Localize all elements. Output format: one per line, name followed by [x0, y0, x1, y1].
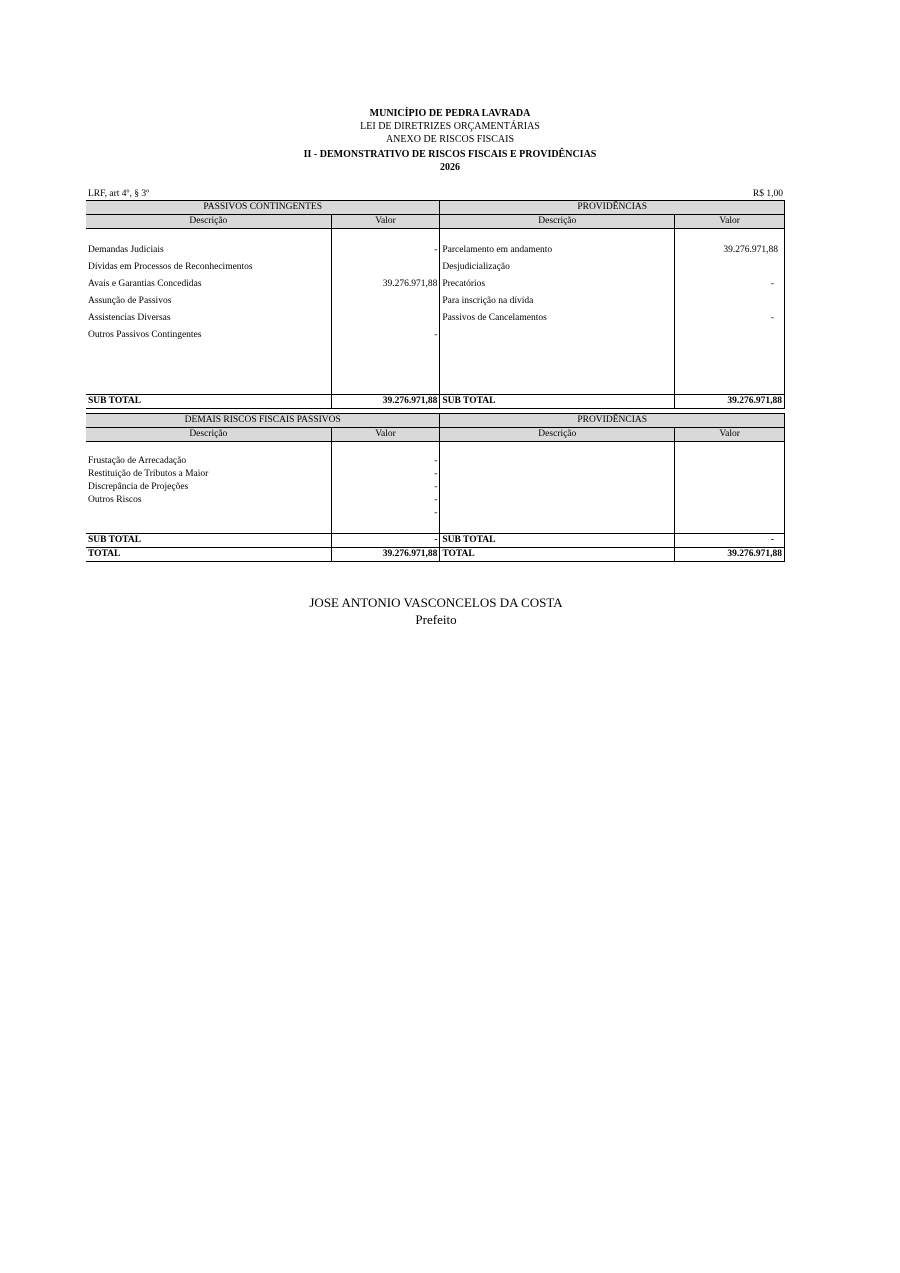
section-title: PASSIVOS CONTINGENTES [86, 201, 440, 215]
ano-label: 2026 [440, 162, 460, 173]
lei-title: LEI DE DIRETRIZES ORÇAMENTÁRIAS [360, 121, 540, 132]
total-row [86, 548, 785, 562]
subtotal-value: - [331, 534, 440, 548]
municipio-title: MUNICÍPIO DE PEDRA LAVRADA [369, 108, 531, 119]
column-header: Descrição [440, 215, 675, 229]
column-header: Valor [331, 428, 440, 442]
table-row: Outros Riscos - [86, 494, 785, 507]
table-row: Dívidas em Processos de Reconhecimentos Desjudicialização [86, 259, 785, 276]
subtotal-value: - [675, 534, 785, 548]
subtotal-row [86, 394, 785, 408]
subtotal-label: SUB TOTAL [440, 534, 675, 548]
passivos-contingentes-table [86, 200, 785, 409]
demonstrativo-title: II - DEMONSTRATIVO DE RISCOS FISCAIS E PROVIDÊNCIAS [303, 149, 597, 160]
spacer-row [86, 229, 785, 243]
currency-unit: R$ 1,00 [752, 189, 783, 199]
anexo-title: ANEXO DE RISCOS FISCAIS [385, 134, 515, 145]
spacer-row [86, 520, 785, 534]
section-title: PROVIDÊNCIAS [440, 201, 785, 215]
table-row: Outros Passivos Contingentes - [86, 327, 785, 344]
section-title: PROVIDÊNCIAS [440, 414, 785, 428]
spacer-row [86, 442, 785, 456]
subtotal-label: SUB TOTAL [86, 394, 331, 408]
total-value: 39.276.971,88 [331, 548, 440, 562]
subtotal-label: SUB TOTAL [86, 534, 331, 548]
table-row: Assistencias Diversas Passivos de Cancelamentos - [86, 310, 785, 327]
table-row: Frustação de Arrecadação - [86, 455, 785, 468]
column-header-row [86, 428, 785, 442]
signature-name: JOSE ANTONIO VASCONCELOS DA COSTA [309, 595, 563, 610]
total-label: TOTAL [86, 548, 331, 562]
column-header: Descrição [440, 428, 675, 442]
section-title: DEMAIS RISCOS FISCAIS PASSIVOS [86, 414, 440, 428]
table-row: - [86, 507, 785, 520]
subtotal-row [86, 534, 785, 548]
subtotal-label: SUB TOTAL [440, 394, 675, 408]
column-header: Descrição [86, 428, 331, 442]
signature-role: Prefeito [415, 612, 457, 627]
table-row: Demandas Judiciais - Parcelamento em andamento 39.276.971,88 [86, 242, 785, 259]
column-header: Descrição [86, 215, 331, 229]
demais-riscos-table [86, 413, 785, 562]
spacer-row [86, 344, 785, 394]
table-row: Avais e Garantias Concedidas 39.276.971,88 Precatórios - [86, 276, 785, 293]
column-header: Valor [675, 215, 785, 229]
table-row: Discrepância de Projeções - [86, 481, 785, 494]
table-section-header [86, 414, 785, 428]
column-header-row [86, 215, 785, 229]
subtotal-value: 39.276.971,88 [675, 394, 785, 408]
total-value: 39.276.971,88 [675, 548, 785, 562]
table-row: Restituição de Tributos a Maior - [86, 468, 785, 481]
column-header: Valor [331, 215, 440, 229]
table-section-header [86, 201, 785, 215]
lrf-reference: LRF, art 4º, § 3º [88, 189, 150, 199]
column-header: Valor [675, 428, 785, 442]
subtotal-value: 39.276.971,88 [331, 394, 440, 408]
table-row: Assunção de Passivos Para inscrição na dívida [86, 293, 785, 310]
total-label: TOTAL [440, 548, 675, 562]
